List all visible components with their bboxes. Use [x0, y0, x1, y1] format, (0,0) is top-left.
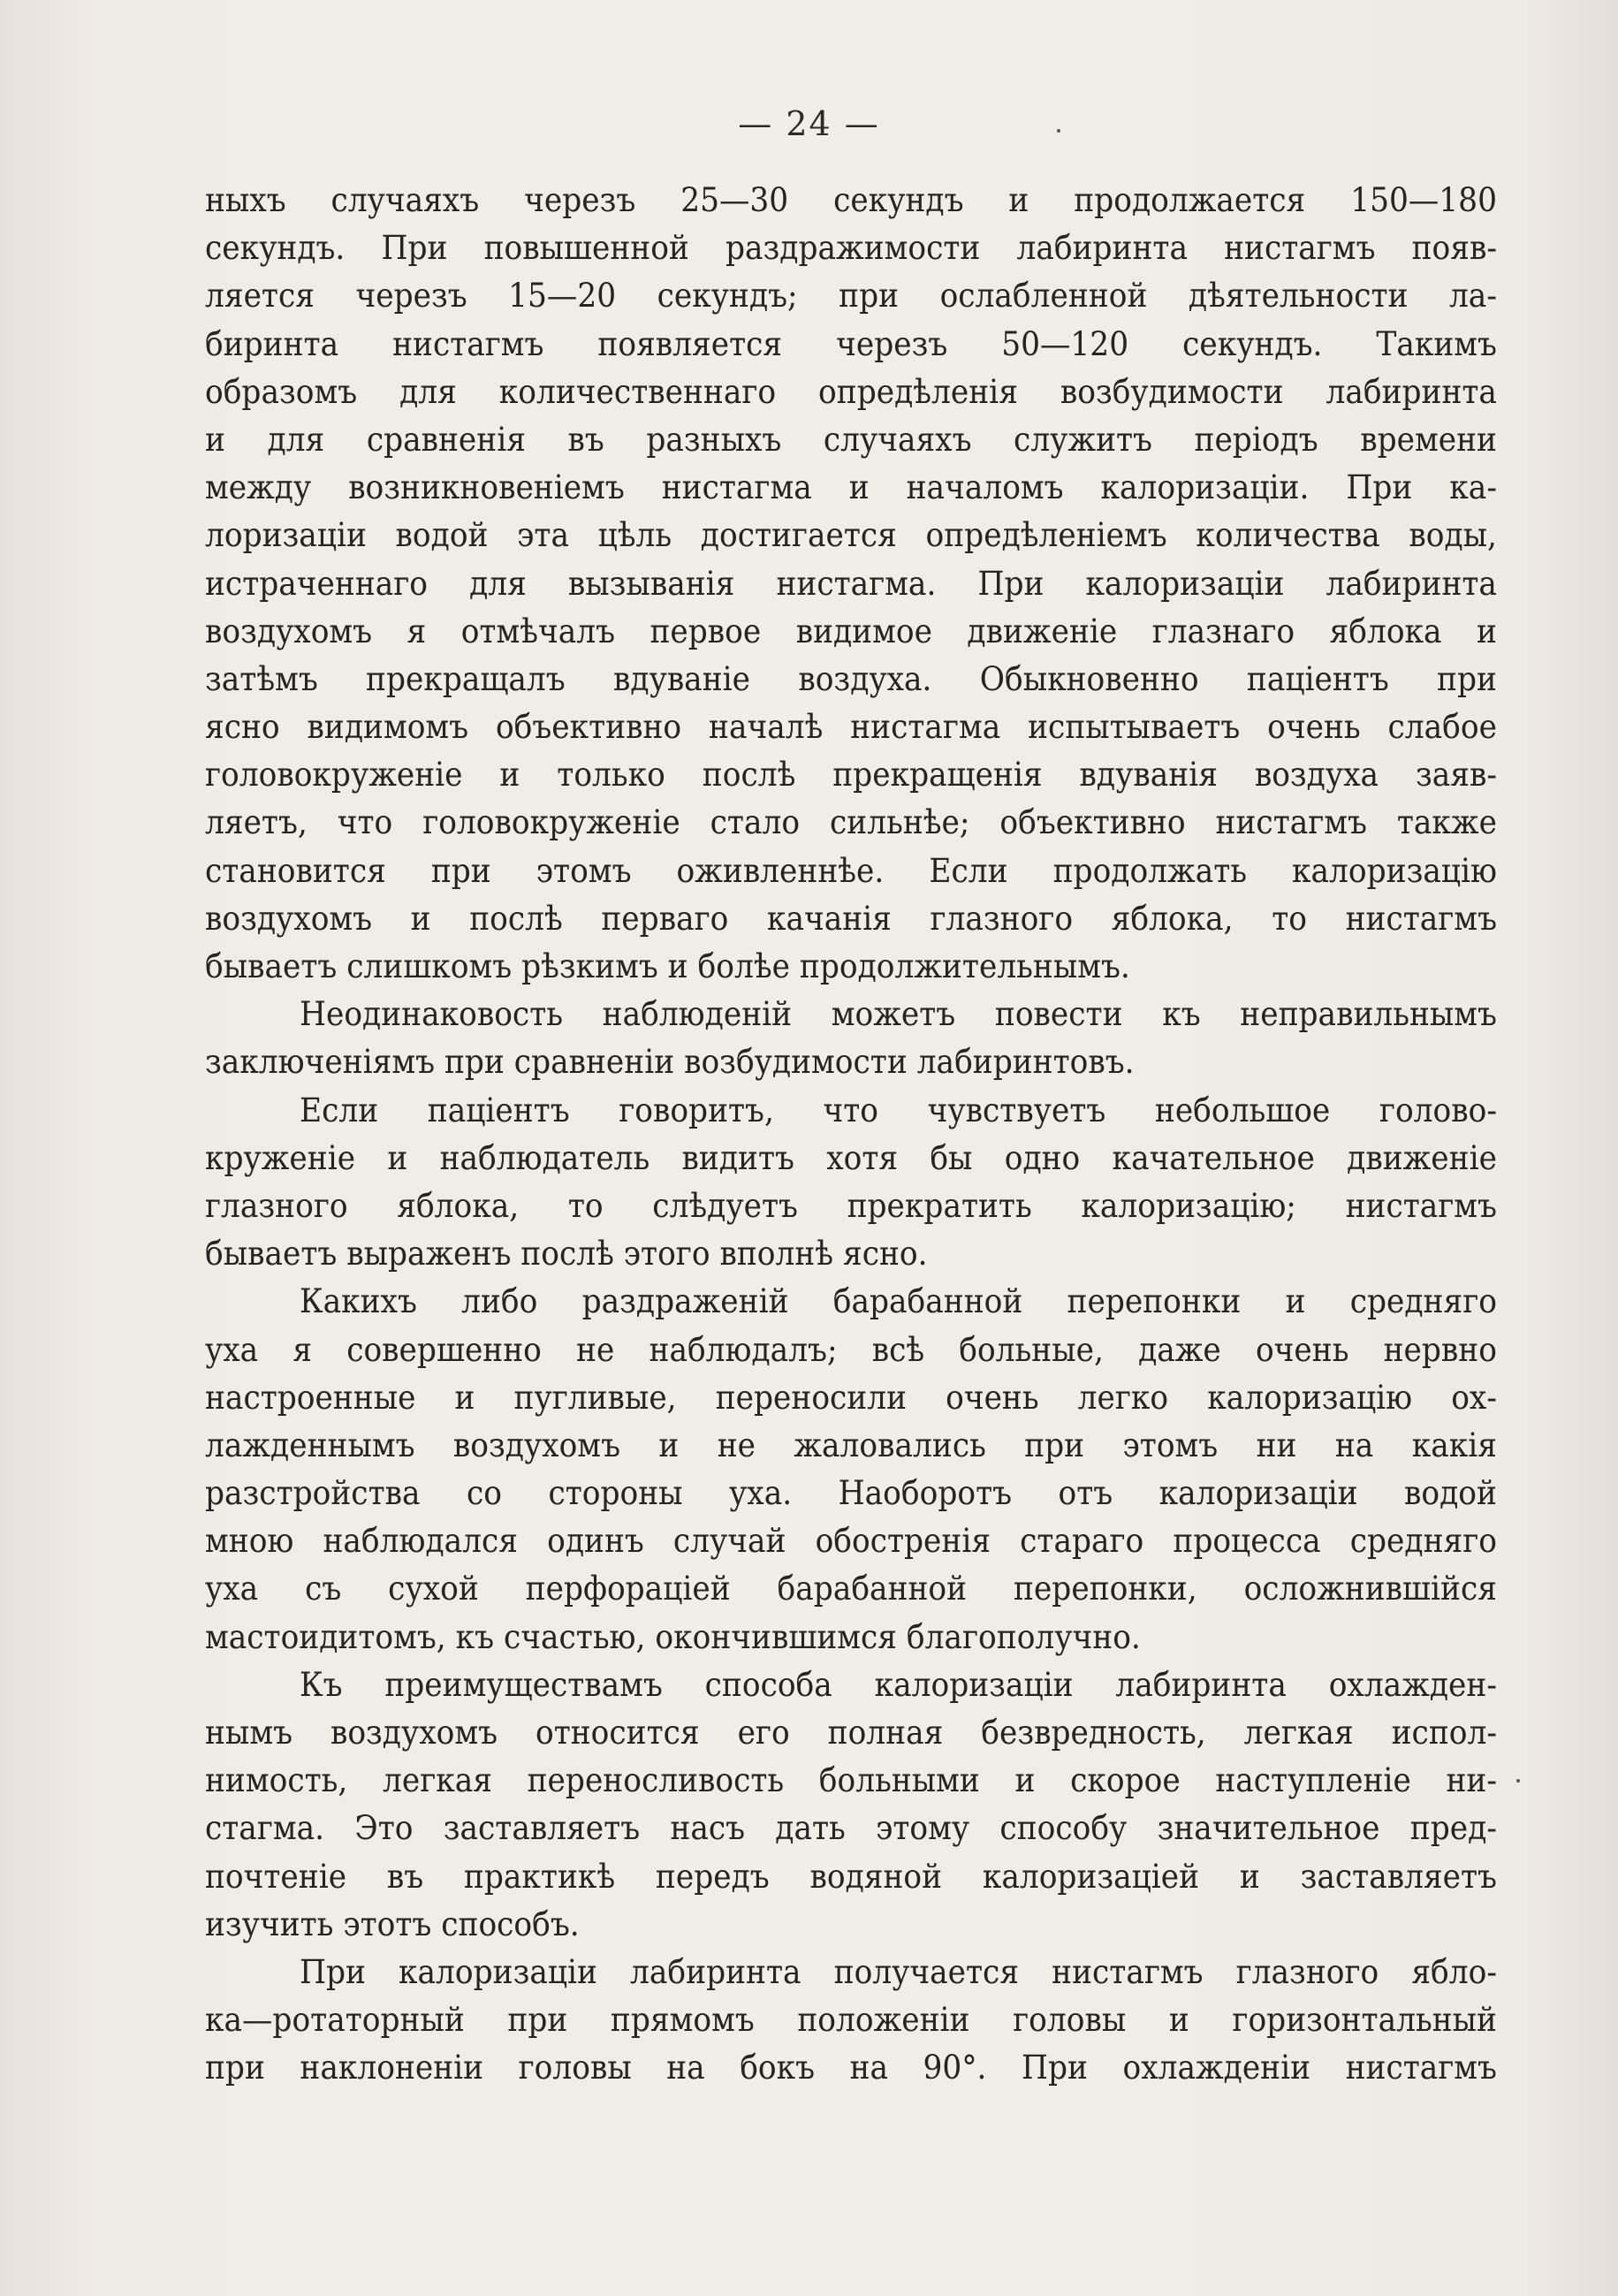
text-line: ляется черезъ 15—20 секундъ; при ослабленной дѣятельности ла- — [205, 277, 1497, 316]
text-line: ясно видимомъ объективно началѣ нистагма испытываетъ очень слабое — [205, 708, 1497, 747]
text-line: Если паціентъ говоритъ, что чувствуетъ небольшое голово- — [299, 1091, 1497, 1129]
text-line: ляетъ, что головокруженіе стало сильнѣе; объективно нистагмъ также — [205, 803, 1497, 842]
text-line: При калоризаціи лабиринта получается нистагмъ глазного ябло- — [299, 1952, 1497, 1991]
text-line: лоризаціи водой эта цѣль достигается опредѣленіемъ количества воды, — [205, 516, 1497, 555]
text-line: секундъ. При повышенной раздражимости лабиринта нистагмъ появ- — [205, 229, 1497, 268]
text-line: круженіе и наблюдатель видитъ хотя бы одно качательное движеніе — [205, 1138, 1497, 1177]
text-line: бываетъ выраженъ послѣ этого вполнѣ ясно. — [205, 1235, 928, 1273]
text-line: и для сравненія въ разныхъ случаяхъ служитъ періодъ времени — [205, 420, 1497, 459]
text-line: нымъ воздухомъ относится его полная безвредность, легкая испол- — [205, 1714, 1497, 1752]
print-speck — [1057, 129, 1060, 133]
text-line: бываетъ слишкомъ рѣзкимъ и болѣе продолжительнымъ. — [205, 947, 1130, 985]
text-line: мастоидитомъ, къ счастью, окончившимся благополучно. — [205, 1617, 1141, 1656]
text-line: настроенные и пугливые, переносили очень легко калоризацію ох- — [205, 1378, 1497, 1417]
text-line: мною наблюдался одинъ случай обостренія стараго процесса средняго — [205, 1522, 1497, 1561]
text-line: нимость, легкая переносливость больными и скорое наступленіе ни- — [205, 1761, 1497, 1800]
text-line: уха я совершенно не наблюдалъ; всѣ больные, даже очень нервно — [205, 1330, 1497, 1369]
text-line: лажденнымъ воздухомъ и не жаловались при этомъ ни на какія — [205, 1425, 1497, 1464]
text-line: изучить этотъ способъ. — [205, 1904, 580, 1943]
text-line: Какихъ либо раздраженій барабанной перепонки и средняго — [299, 1282, 1497, 1321]
text-line: Неодинаковость наблюденій можетъ повести къ неправильнымъ — [299, 995, 1497, 1034]
text-line: головокруженіе и только послѣ прекращенія вдуванія воздуха заяв- — [205, 756, 1497, 794]
text-line: глазного яблока, то слѣдуетъ прекратить калоризацію; нистагмъ — [205, 1186, 1497, 1225]
text-line: истраченнаго для вызыванія нистагма. При калоризаціи лабиринта — [205, 564, 1497, 603]
print-speck — [1516, 1779, 1520, 1783]
text-line: воздухомъ я отмѣчалъ первое видимое движеніе глазнаго яблока и — [205, 612, 1497, 650]
text-line: уха съ сухой перфораціей барабанной перепонки, осложнившійся — [205, 1570, 1497, 1608]
text-line: Къ преимуществамъ способа калоризаціи лабиринта охлажден- — [299, 1665, 1497, 1704]
text-line: биринта нистагмъ появляется черезъ 50—120 секундъ. Такимъ — [205, 324, 1497, 363]
text-line: становится при этомъ оживленнѣе. Если продолжать калоризацію — [205, 851, 1497, 890]
page-number: — 24 — — [738, 104, 880, 143]
text-line: ныхъ случаяхъ черезъ 25—30 секундъ и продолжается 150—180 — [205, 181, 1497, 219]
text-line: образомъ для количественнаго опредѣленія возбудимости лабиринта — [205, 372, 1497, 411]
text-line: стагма. Это заставляетъ насъ дать этому способу значительное пред- — [205, 1809, 1497, 1848]
text-line: воздухомъ и послѣ перваго качанія глазного яблока, то нистагмъ — [205, 899, 1497, 938]
text-line: затѣмъ прекращалъ вдуваніе воздуха. Обыкновенно паціентъ при — [205, 659, 1497, 698]
text-line: почтеніе въ практикѣ передъ водяной калоризаціей и заставляетъ — [205, 1857, 1497, 1896]
body-text — [205, 177, 1497, 2093]
text-line: разстройства со стороны уха. Наоборотъ отъ калоризаціи водой — [205, 1474, 1497, 1513]
text-line: при наклоненіи головы на бокъ на 90°. При охлажденіи нистагмъ — [205, 2049, 1497, 2087]
text-line: заключеніямъ при сравненіи возбудимости лабиринтовъ. — [205, 1043, 1135, 1082]
text-line: между возникновеніемъ нистагма и началомъ калоризаціи. При ка- — [205, 468, 1497, 507]
text-line: ка—ротаторный при прямомъ положеніи головы и горизонтальный — [205, 2001, 1497, 2040]
